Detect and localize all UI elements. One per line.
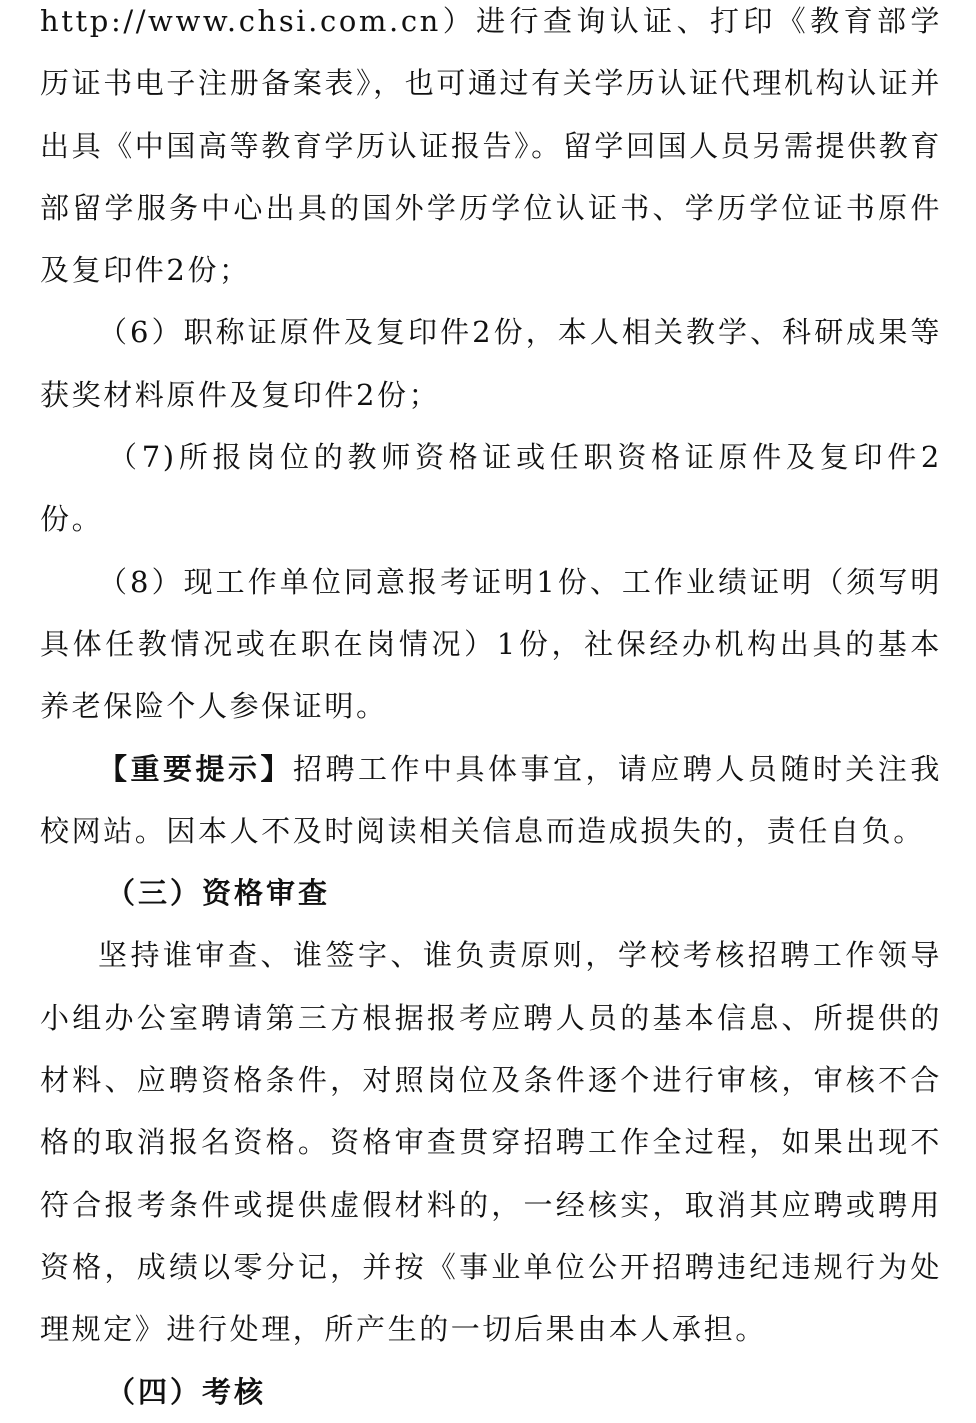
paragraph-item-6: （6）职称证原件及复印件2份，本人相关教学、科研成果等获奖材料原件及复印件2份； <box>40 315 942 412</box>
paragraph-education-certification: http://www.chsi.com.cn）进行查询认证、打印《教育部学历证书电子注册备案表》，也可通过有关学历认证代理机构认证并出具《中国高等教育学历认证报告》。留学回国人员另需提供教育部留学服务中心出具的国外学历学位认证书、学历学位证书原件及复印件2份； <box>40 4 942 288</box>
paragraph-item-7: （7)所报岗位的教师资格证或任职资格证原件及复印件2份。 <box>40 440 942 537</box>
notice-label: 【重要提示】 <box>98 751 293 786</box>
heading-qualification-review: （三）资格审查 <box>106 876 331 911</box>
paragraph-important-notice <box>40 738 942 863</box>
paragraph-item-8: （8）现工作单位同意报考证明1份、工作业绩证明（须写明具体任教情况或在职在岗情况）1份，社保经办机构出具的基本养老保险个人参保证明。 <box>40 564 942 724</box>
heading-assessment: （四）考核 <box>106 1374 267 1409</box>
notice-text: 招聘工作中具体事宜，请应聘人员随时关注我校网站。因本人不及时阅读相关信息而造成损失的，责任自负。 <box>40 751 942 848</box>
paragraph-qualification-review: 坚持谁审查、谁签字、谁负责原则，学校考核招聘工作领导小组办公室聘请第三方根据报考应聘人员的基本信息、所提供的材料、应聘资格条件，对照岗位及条件逐个进行审核，审核不合格的取消报名资格。资格审查贯穿招聘工作全过程，如果出现不符合报考条件或提供虚假材料的，一经核实，取消其应聘或聘用资格，成绩以零分记，并按《事业单位公开招聘违纪违规行为处理规定》进行处理，所产生的一切后果由本人承担。 <box>40 938 942 1347</box>
